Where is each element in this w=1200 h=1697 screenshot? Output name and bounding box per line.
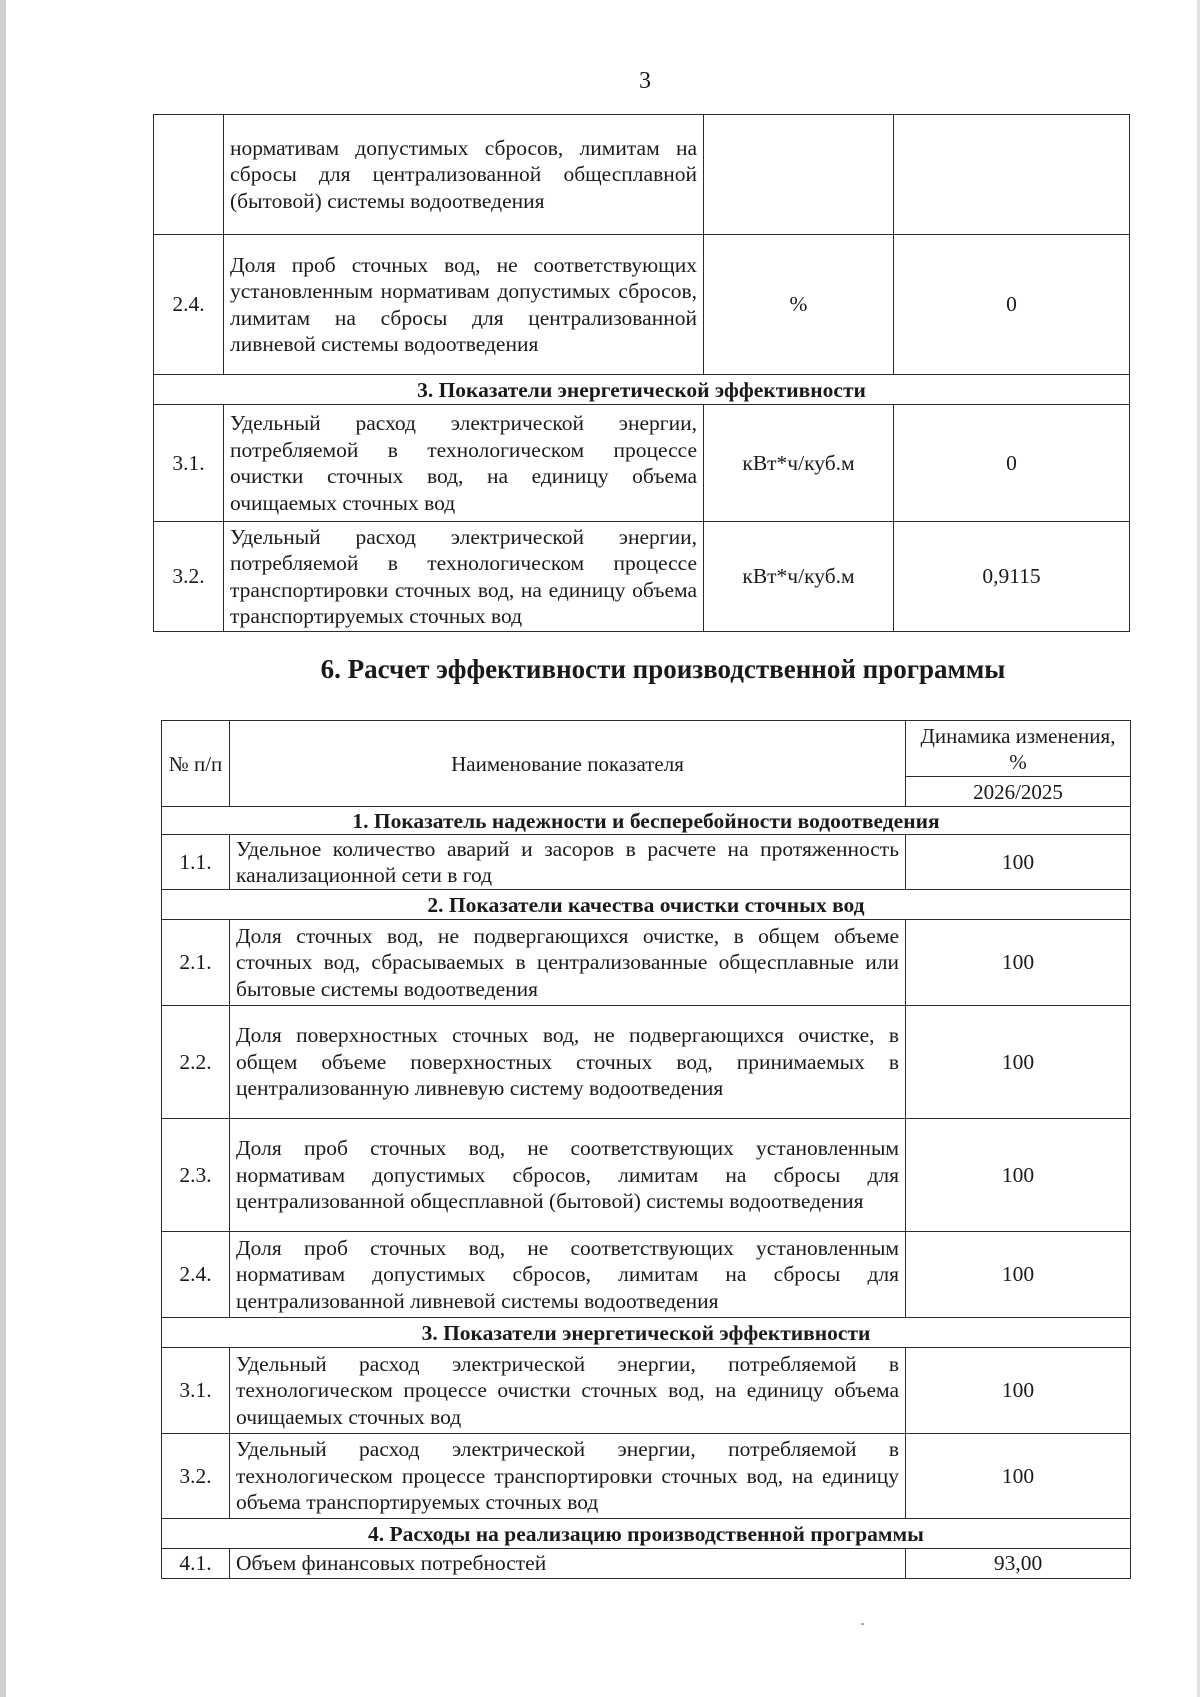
row-number: 3.2.: [154, 522, 224, 632]
row-number: 1.1.: [162, 835, 230, 890]
indicator-name: Доля проб сточных вод, не соответствующих установленным нормативам допустимых сбросов, лимитам на сбросы для централизованной ливневой системы водоотведения: [224, 235, 704, 375]
row-number: 2.4.: [154, 235, 224, 375]
section-title: 3. Показатели энергетической эффективности: [162, 1318, 1131, 1348]
page-number: 3: [639, 68, 651, 94]
indicator-name: Объем финансовых потребностей: [230, 1549, 906, 1579]
indicator-name: нормативам допустимых сбросов, лимитам на сбросы для централизованной общесплавной (бытовой) системы водоотведения: [224, 115, 704, 235]
table-row: [154, 522, 1130, 632]
value: 93,00: [906, 1549, 1131, 1579]
table-row: [154, 405, 1130, 522]
value: 100: [906, 1434, 1131, 1519]
row-number: 2.1.: [162, 920, 230, 1006]
table-row: [162, 920, 1131, 1006]
section-row: [162, 1519, 1131, 1549]
section-heading: 6. Расчет эффективности производственной программы: [320, 654, 1006, 684]
table-row: [162, 1119, 1131, 1232]
row-number: 3.1.: [162, 1348, 230, 1434]
section-title: 1. Показатель надежности и бесперебойности водоотведения: [162, 807, 1131, 835]
table-row: [162, 835, 1131, 890]
header-row: [162, 721, 1131, 777]
section-row: [162, 1318, 1131, 1348]
indicators-table-continued: [153, 114, 1130, 632]
value: 100: [906, 1348, 1131, 1434]
table-row: [162, 1006, 1131, 1119]
indicator-name: Удельное количество аварий и засоров в расчете на протяженность канализационной сети в год: [230, 835, 906, 890]
row-number: 2.2.: [162, 1006, 230, 1119]
row-number: 3.1.: [154, 405, 224, 522]
row-number: [154, 115, 224, 235]
table-row: [154, 115, 1130, 235]
header-name: Наименование показателя: [230, 721, 906, 807]
scan-speck: [861, 1623, 864, 1625]
table-row: [162, 1434, 1131, 1519]
scan-edge-left: [0, 0, 6, 1697]
header-number: № п/п: [162, 721, 230, 807]
value: 100: [906, 835, 1131, 890]
value: 0: [894, 405, 1130, 522]
value: 0,9115: [894, 522, 1130, 632]
header-period: 2026/2025: [906, 777, 1131, 807]
value: 100: [906, 1232, 1131, 1318]
unit: [704, 115, 894, 235]
section-row: [154, 375, 1130, 405]
indicator-name: Доля поверхностных сточных вод, не подвергающихся очистке, в общем объеме поверхностных сточных вод, принимаемых в централизованную ливневую систему водоотведения: [230, 1006, 906, 1119]
row-number: 2.4.: [162, 1232, 230, 1318]
unit: %: [704, 235, 894, 375]
value: 100: [906, 1006, 1131, 1119]
row-number: 2.3.: [162, 1119, 230, 1232]
value: 100: [906, 1119, 1131, 1232]
row-number: 3.2.: [162, 1434, 230, 1519]
indicator-name: Удельный расход электрической энергии, потребляемой в технологическом процессе очистки сточных вод, на единицу объема очищаемых сточных вод: [224, 405, 704, 522]
table-row: [162, 1348, 1131, 1434]
indicator-name: Удельный расход электрической энергии, потребляемой в технологическом процессе транспортировки сточных вод, на единицу объема транспортируемых сточных вод: [230, 1434, 906, 1519]
unit: кВт*ч/куб.м: [704, 522, 894, 632]
indicator-name: Доля проб сточных вод, не соответствующих установленным нормативам допустимых сбросов, лимитам на сбросы для централизованной общесплавной (бытовой) системы водоотведения: [230, 1119, 906, 1232]
table-row: [162, 1549, 1131, 1579]
table-row: [154, 235, 1130, 375]
value: 100: [906, 920, 1131, 1006]
section-title: 3. Показатели энергетической эффективности: [154, 375, 1130, 405]
value: [894, 115, 1130, 235]
section-row: [162, 890, 1131, 920]
section-row: [162, 807, 1131, 835]
section-title: 2. Показатели качества очистки сточных вод: [162, 890, 1131, 920]
efficiency-table: [161, 720, 1131, 1579]
indicator-name: Доля сточных вод, не подвергающихся очистке, в общем объеме сточных вод, сбрасываемых в централизованные общесплавные или бытовые системы водоотведения: [230, 920, 906, 1006]
indicator-name: Удельный расход электрической энергии, потребляемой в технологическом процессе очистки сточных вод, на единицу объема очищаемых сточных вод: [230, 1348, 906, 1434]
unit: кВт*ч/куб.м: [704, 405, 894, 522]
indicator-name: Доля проб сточных вод, не соответствующих установленным нормативам допустимых сбросов, лимитам на сбросы для централизованной ливневой системы водоотведения: [230, 1232, 906, 1318]
table-row: [162, 1232, 1131, 1318]
row-number: 4.1.: [162, 1549, 230, 1579]
value: 0: [894, 235, 1130, 375]
indicator-name: Удельный расход электрической энергии, потребляемой в технологическом процессе транспортировки сточных вод, на единицу объема транспортируемых сточных вод: [224, 522, 704, 632]
section-title: 4. Расходы на реализацию производственной программы: [162, 1519, 1131, 1549]
header-dynamics: Динамика изменения, %: [906, 721, 1131, 777]
